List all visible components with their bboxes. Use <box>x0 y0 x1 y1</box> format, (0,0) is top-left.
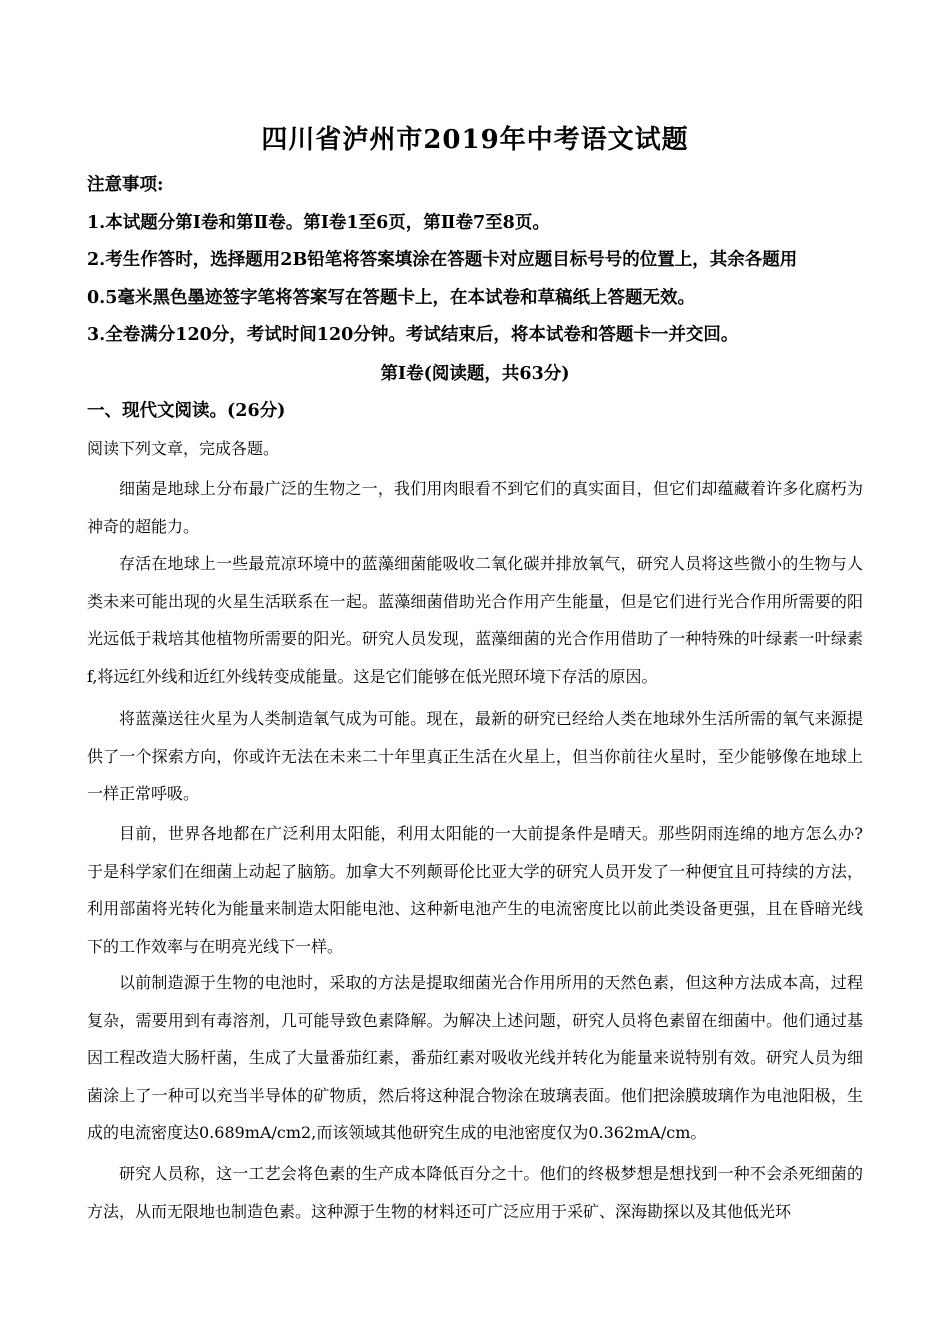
section-heading: 一、现代文阅读。(26分) <box>87 401 286 421</box>
article-paragraph-3: 将蓝藻送往火星为人类制造氧气成为可能。现在，最新的研究已经给人类在地球外生活所需的氧气来源提供了一个探索方向，你或许无法在未来二十年里真正生活在火星上，但当你前往火星时，至少能够像在地球上一样正常呼吸。 <box>87 709 863 804</box>
notice-item-2: 2.考生作答时，选择题用2B铅笔将答案填涂在答题卡对应题目标号号的位置上，其余各题用 <box>87 250 798 270</box>
article-paragraph-4: 目前，世界各地都在广泛利用太阳能，利用太阳能的一大前提条件是晴天。那些阴雨连绵的地方怎么办?于是科学家们在细菌上动起了脑筋。加拿大不列颠哥伦比亚大学的研究人员开发了一种便宜且可持续的方法，利用部菌将光转化为能量来制造太阳能电池、这种新电池产生的电流密度比以前此类设备更强，且在昏暗光线下的工作效率与在明亮光线下一样。 <box>87 824 863 956</box>
notice-item-2-continued: 0.5毫米黑色墨迹签字笔将答案写在答题卡上，在本试卷和草稿纸上答题无效。 <box>87 288 695 308</box>
article-paragraph-1: 细菌是地球上分布最广泛的生物之一，我们用肉眼看不到它们的真实面目，但它们却蕴藏着许多化腐朽为神奇的超能力。 <box>87 479 863 536</box>
article-paragraph-5: 以前制造源于生物的电池时，采取的方法是提取细菌光合作用所用的天然色素，但这种方法成本高，过程复杂，需要用到有毒溶剂，几可能导致色素降解。为解决上述问题，研究人员将色素留在细菌中。他们通过基因工程改造大肠杆菌，生成了大量番茄红素，番茄红素对吸收光线并转化为能量来说特别有效。研究人员为细菌涂上了一种可以充当半导体的矿物质，然后将这种混合物涂在玻璃表面。他们把涂膜玻璃作为电池阳极，生成的电流密度达0.689mA/cm2,而该领域其他研究生成的电池密度仅为0.362mA/cm。 <box>87 973 863 1143</box>
article-paragraph-6: 研究人员称，这一工艺会将色素的生产成本降低百分之十。他们的终极梦想是想找到一种不会杀死细菌的方法，从而无限地也制造色素。这种源于生物的材料还可广泛应用于采矿、深海勘探以及其他低光环 <box>87 1164 863 1221</box>
notice-item-3: 3.全卷满分120分，考试时间120分钟。考试结束后，将本试卷和答题卡一并交回。 <box>87 325 739 345</box>
reading-instruction: 阅读下列文章，完成各题。 <box>87 439 280 458</box>
page-title: 四川省泸州市2019年中考语文试题 <box>261 125 689 155</box>
volume-heading: 第Ⅰ卷(阅读题，共63分) <box>380 364 570 384</box>
article-paragraph-2: 存活在地球上一些最荒凉环境中的蓝藻细菌能吸收二氧化碳并排放氧气，研究人员将这些微小的生物与人类未来可能出现的火星生活联系在一起。蓝藻细菌借助光合作用产生能量，但是它们进行光合作用所需要的阳光远低于栽培其他植物所需要的阳光。研究人员发现，蓝藻细菌的光合作用借助了一种特殊的叶绿素一叶绿素 f,将远红外线和近红外线转变成能量。这是它们能够在低光照环境下存活的原因。 <box>87 554 863 686</box>
notice-heading: 注意事项: <box>87 175 164 195</box>
notice-item-1: 1.本试题分第Ⅰ卷和第Ⅱ卷。第Ⅰ卷1至6页，第Ⅱ卷7至8页。 <box>87 213 550 233</box>
